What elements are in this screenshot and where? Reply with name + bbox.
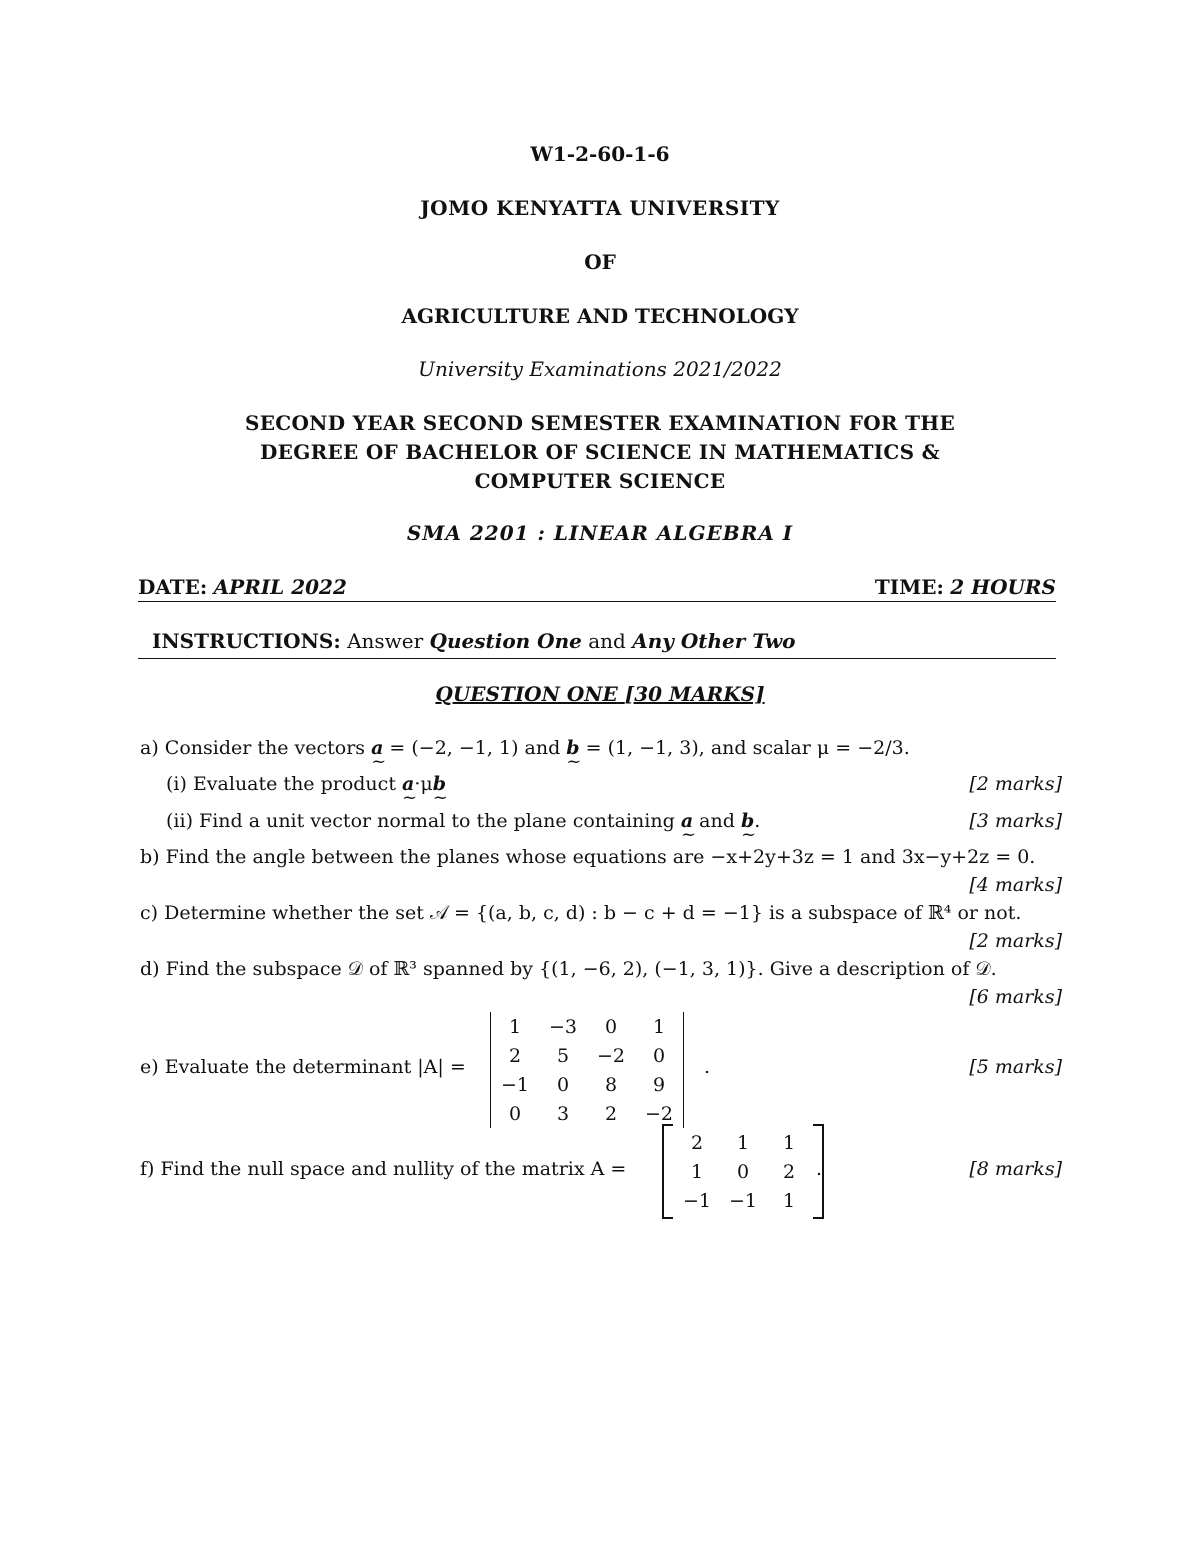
question-d [140, 958, 1062, 986]
e-matrix-cell: −2 [644, 1102, 673, 1125]
question-f [140, 1158, 1062, 1186]
course-title: SMA 2201 : LINEAR ALGEBRA I [406, 521, 794, 545]
question-a-ii [166, 810, 1062, 838]
question-one-marks: [30 MARKS] [624, 682, 765, 706]
e-matrix-cell: 2 [604, 1102, 618, 1125]
university-name-line2: OF [584, 250, 616, 274]
e-matrix-cell: 2 [508, 1044, 522, 1067]
determinant-matrix [490, 1012, 684, 1128]
instructions-text2: and [588, 629, 626, 653]
question-c-text: c) Determine whether the set 𝒜 = {(a, b, c, d) : b − c + d = −1} is a subspace of ℝ⁴ or not. [140, 902, 1022, 924]
instructions-label: INSTRUCTIONS: [152, 629, 341, 653]
f-matrix-cell: 1 [782, 1131, 796, 1154]
vector-b-value: = (1, −1, 3), and scalar μ = −2/3. [579, 737, 910, 759]
e-matrix-cell: 0 [604, 1015, 618, 1038]
f-matrix-cell: 2 [782, 1160, 796, 1183]
plane-end: . [754, 810, 761, 832]
plane-vector-a: a ~ [681, 810, 693, 832]
e-matrix-row [491, 1012, 684, 1041]
exam-time [875, 575, 1056, 599]
vector-a-value: = (−2, −1, 1) and [383, 737, 567, 759]
matrix-brackets [662, 1128, 824, 1215]
question-c-marks-row [140, 930, 1062, 958]
question-b [140, 846, 1062, 874]
product-vector-a: a ~ [402, 773, 414, 795]
e-matrix-cell: −2 [596, 1044, 625, 1067]
question-a-ii-text: (ii) Find a unit vector normal to the plane containing [166, 810, 681, 832]
e-matrix-cell: 3 [556, 1102, 570, 1125]
instructions [152, 629, 796, 653]
f-matrix-cell: 0 [736, 1160, 750, 1183]
instructions-text1: Answer [347, 629, 424, 653]
time-value: 2 HOURS [950, 575, 1056, 599]
f-matrix-row [674, 1128, 812, 1157]
question-e-marks: [5 marks] [969, 1056, 1062, 1078]
exam-session: University Examinations 2021/2022 [418, 357, 782, 381]
f-matrix-cell: 1 [736, 1131, 750, 1154]
question-a-ii-marks: [3 marks] [969, 810, 1062, 832]
e-matrix-cell: 0 [556, 1073, 570, 1096]
question-d-marks-row [140, 986, 1062, 1014]
question-b-marks-row [140, 874, 1062, 902]
e-matrix-cell: 0 [652, 1044, 666, 1067]
determinant-table [490, 1012, 684, 1128]
question-a-i-text: (i) Evaluate the product [166, 773, 402, 795]
instructions-q2: Any Other Two [632, 629, 796, 653]
e-matrix-row [491, 1099, 684, 1128]
vector-a: a ~ [371, 737, 383, 759]
question-a-i-marks: [2 marks] [969, 773, 1062, 795]
question-d-marks: [6 marks] [969, 986, 1062, 1008]
question-f-text: f) Find the null space and nullity of the matrix A = [140, 1158, 627, 1180]
degree-line1: SECOND YEAR SECOND SEMESTER EXAMINATION FOR THE [244, 411, 956, 435]
date-label: DATE: [138, 575, 208, 599]
f-matrix-cell: 1 [690, 1160, 704, 1183]
f-matrix-cell: 1 [782, 1189, 796, 1212]
question-f-period: . [816, 1158, 823, 1180]
university-name-line3: AGRICULTURE AND TECHNOLOGY [401, 304, 799, 328]
e-matrix-cell: 8 [604, 1073, 618, 1096]
f-matrix-cell: −1 [682, 1189, 711, 1212]
f-matrix-row [674, 1157, 812, 1186]
time-label: TIME: [874, 575, 944, 599]
question-one-title [0, 682, 1200, 706]
question-a-text: a) Consider the vectors [140, 737, 366, 759]
instructions-row [138, 629, 1056, 659]
question-e-text: e) Evaluate the determinant |A| = [140, 1056, 466, 1078]
question-one-heading [435, 682, 764, 706]
question-b-marks: [4 marks] [969, 874, 1062, 896]
date-time-row [138, 575, 1056, 602]
question-c [140, 902, 1062, 930]
plane-vector-b: b ~ [741, 810, 754, 832]
f-matrix-row [674, 1186, 812, 1215]
nullspace-matrix [662, 1128, 824, 1215]
degree-title [0, 409, 1200, 496]
e-matrix-cell: 1 [652, 1015, 666, 1038]
e-matrix-cell: −3 [548, 1015, 577, 1038]
e-matrix-cell: 1 [508, 1015, 522, 1038]
question-f-marks: [8 marks] [969, 1158, 1062, 1180]
date-value: APRIL 2022 [213, 575, 347, 599]
question-a-i [166, 773, 1062, 801]
f-matrix-cell: −1 [728, 1189, 757, 1212]
degree-line2: DEGREE OF BACHELOR OF SCIENCE IN MATHEMATICS & [260, 440, 940, 464]
exam-date [138, 575, 347, 599]
question-e-end [704, 1056, 724, 1084]
question-b-text: b) Find the angle between the planes whose equations are −x+2y+3z = 1 and 3x−y+2z = 0. [140, 846, 1036, 868]
f-matrix-cell: 2 [690, 1131, 704, 1154]
degree-line3: COMPUTER SCIENCE [474, 469, 726, 493]
product-scalar: ·μ [414, 773, 433, 795]
question-e-period: . [704, 1056, 711, 1078]
product-vector-b: b ~ [433, 773, 446, 795]
plane-and: and [693, 810, 741, 832]
question-d-text: d) Find the subspace 𝒟 of ℝ³ spanned by {(1, −6, 2), (−1, 3, 1)}. Give a description of 𝒟. [140, 958, 997, 980]
e-matrix-cell: −1 [500, 1073, 529, 1096]
question-one-label: QUESTION ONE [435, 682, 618, 706]
question-f-end [816, 1158, 836, 1186]
vector-b: b ~ [566, 737, 579, 759]
nullspace-table [674, 1128, 812, 1215]
e-matrix-row [491, 1070, 684, 1099]
e-matrix-cell: 0 [508, 1102, 522, 1125]
instructions-q1: Question One [429, 629, 582, 653]
question-c-marks: [2 marks] [969, 930, 1062, 952]
e-matrix-row [491, 1041, 684, 1070]
question-a [140, 737, 1062, 765]
paper-code: W1-2-60-1-6 [530, 142, 670, 166]
e-matrix-cell: 9 [652, 1073, 666, 1096]
e-matrix-cell: 5 [556, 1044, 570, 1067]
university-name-line1: JOMO KENYATTA UNIVERSITY [420, 196, 780, 220]
